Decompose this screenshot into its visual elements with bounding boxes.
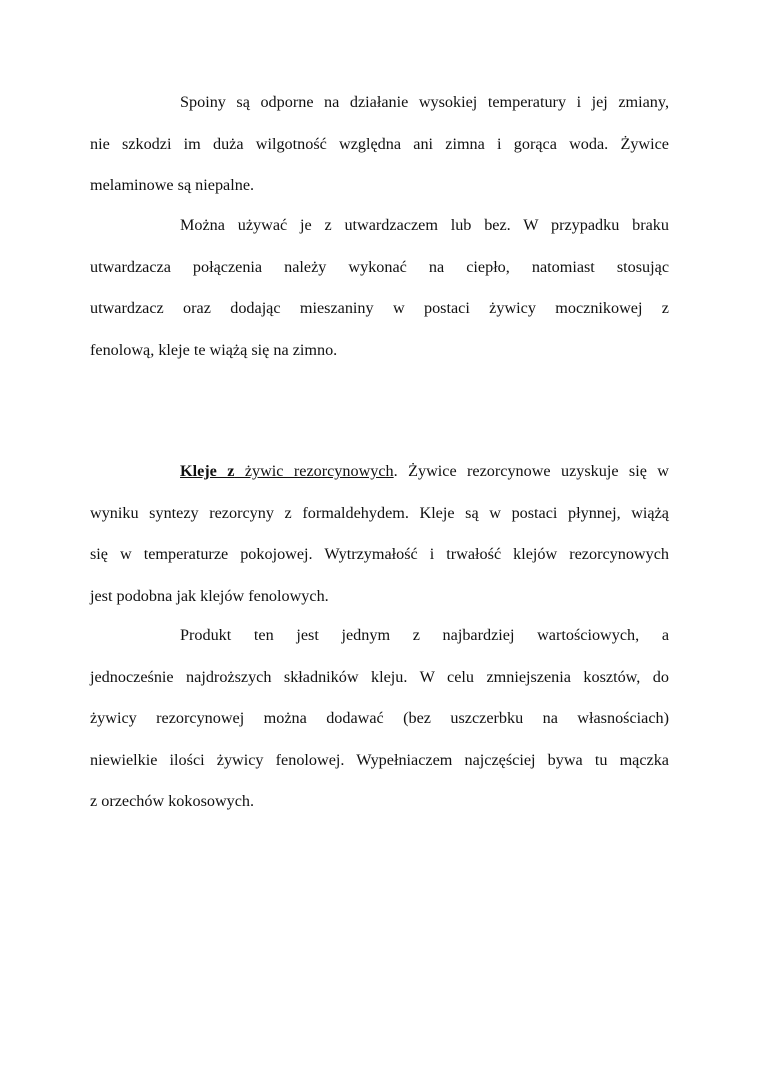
paragraph-line: żywicy rezorcynowej można dodawać (bez uszczerbku na własnościach): [90, 709, 669, 727]
paragraph-1: [90, 82, 669, 207]
paragraph-line: nie szkodzi im duża wilgotność względna ani zimna i gorąca woda. Żywice: [90, 134, 669, 153]
paragraph-line-tail: . Żywice rezorcynowe uzyskuje się w: [393, 462, 669, 480]
paragraph-line: utwardzacz oraz dodając mieszaniny w postaci żywicy mocznikowej z: [90, 299, 669, 317]
paragraph-line: Można używać je z utwardzaczem lub bez. W przypadku braku: [180, 216, 669, 234]
paragraph-line: Produkt ten jest jednym z najbardziej wartościowych, a: [180, 626, 669, 644]
section-heading-prefix: Kleje z: [180, 462, 235, 480]
paragraph-2: [90, 205, 669, 371]
paragraph-line: Spoiny są odporne na działanie wysokiej temperatury i jej zmiany,: [180, 93, 669, 111]
paragraph-line: fenolową, kleje te wiążą się na zimno.: [90, 340, 338, 359]
paragraph-line: jest podobna jak klejów fenolowych.: [90, 586, 329, 605]
paragraph-3: [90, 451, 669, 617]
paragraph-line: z orzechów kokosowych.: [90, 792, 255, 810]
paragraph-line: się w temperaturze pokojowej. Wytrzymałość i trwałość klejów rezorcynowych: [90, 545, 669, 563]
paragraph-line: wyniku syntezy rezorcyny z formaldehydem. Kleje są w postaci płynnej, wiążą: [90, 503, 669, 522]
paragraph-line: melaminowe są niepalne.: [90, 176, 255, 194]
paragraph-line: niewielkie ilości żywicy fenolowej. Wypełniaczem najczęściej bywa tu mączka: [90, 750, 669, 769]
section-heading: [180, 462, 394, 480]
paragraph-line: [90, 451, 669, 493]
paragraph-line: jednocześnie najdroższych składników kleju. W celu zmniejszenia kosztów, do: [90, 667, 669, 686]
section-heading-rest: żywic rezorcynowych: [234, 462, 394, 480]
paragraph-4: [90, 615, 669, 823]
paragraph-line: utwardzacza połączenia należy wykonać na ciepło, natomiast stosując: [90, 257, 669, 276]
